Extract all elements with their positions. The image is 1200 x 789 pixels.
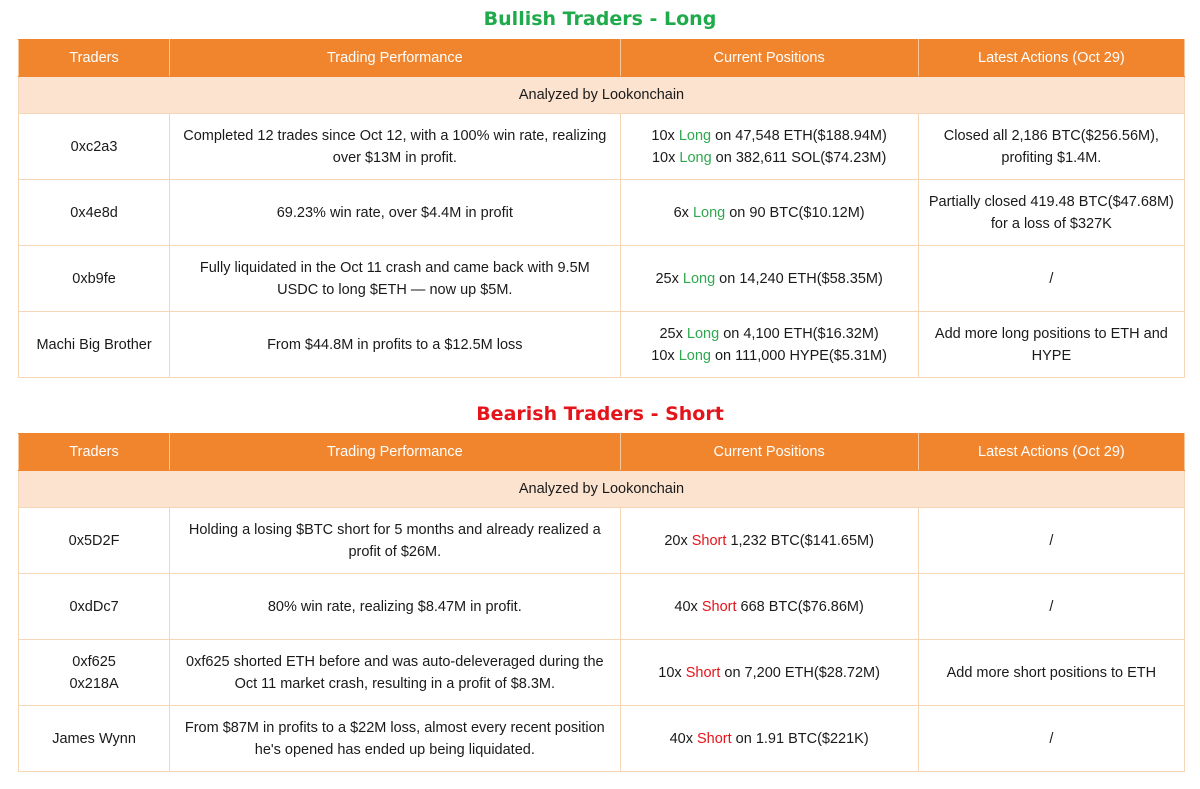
- position-line: [627, 530, 912, 552]
- position-size-text: on 7,200 ETH($28.72M): [720, 664, 880, 681]
- trader-name: Machi Big Brother: [36, 336, 152, 353]
- position-line: [627, 596, 912, 618]
- actions-cell: [918, 574, 1184, 640]
- position-line: [627, 147, 912, 169]
- trader-name: 0xc2a3: [70, 138, 118, 155]
- position-size-text: on 90 BTC($10.12M): [725, 204, 865, 221]
- action-text: /: [1049, 270, 1054, 287]
- short-label: Short: [691, 532, 727, 549]
- position-size-text: on 4,100 ETH($16.32M): [719, 325, 879, 342]
- table-row: [19, 180, 1185, 246]
- action-text: /: [1049, 730, 1054, 747]
- performance-cell: [170, 312, 620, 378]
- performance-text: profit of $26M.: [348, 543, 442, 560]
- actions-cell: [918, 640, 1184, 706]
- subheader-row: [19, 471, 1185, 508]
- analyzed-by-label: Analyzed by Lookonchain: [19, 77, 1185, 114]
- short-label: Short: [685, 664, 721, 681]
- table-row: [19, 706, 1185, 772]
- positions-cell: [620, 574, 918, 640]
- action-text: Partially closed 419.48 BTC($47.68M): [928, 193, 1174, 210]
- header-traders: Traders: [19, 40, 170, 77]
- performance-text: 80% win rate, realizing $8.47M in profit.: [267, 598, 522, 615]
- positions-cell: [620, 312, 918, 378]
- leverage-text: 10x: [651, 149, 680, 166]
- performance-text: Completed 12 trades since Oct 12, with a 100% win rate, realizing: [183, 127, 607, 144]
- actions-cell: [918, 312, 1184, 378]
- performance-text: he's opened has ended up being liquidated.: [254, 741, 535, 758]
- trader-cell: [19, 640, 170, 706]
- performance-cell: [170, 640, 620, 706]
- performance-cell: [170, 508, 620, 574]
- table-row: [19, 114, 1185, 180]
- performance-cell: [170, 574, 620, 640]
- short-label: Short: [701, 598, 737, 615]
- action-text: HYPE: [1031, 347, 1072, 364]
- action-text: profiting $1.4M.: [1001, 149, 1102, 166]
- positions-cell: [620, 246, 918, 312]
- leverage-text: 25x: [659, 325, 687, 342]
- bearish-traders-table: [18, 433, 1185, 772]
- table-row: [19, 246, 1185, 312]
- trader-name: 0x5D2F: [68, 532, 120, 549]
- long-label: Long: [686, 325, 720, 342]
- performance-cell: [170, 180, 620, 246]
- performance-text: Holding a losing $BTC short for 5 months and already realized a: [188, 521, 601, 538]
- position-line: [627, 728, 912, 750]
- trader-name: James Wynn: [52, 730, 136, 747]
- position-line: [627, 202, 912, 224]
- performance-text: From $87M in profits to a $22M loss, almost every recent position: [184, 719, 605, 736]
- header-latest-actions: Latest Actions (Oct 29): [918, 40, 1184, 77]
- leverage-text: 40x: [674, 598, 702, 615]
- position-line: [627, 662, 912, 684]
- actions-cell: [918, 114, 1184, 180]
- bearish-section-title: Bearish Traders - Short: [476, 403, 724, 425]
- header-trading-performance: Trading Performance: [170, 40, 620, 77]
- performance-cell: [170, 706, 620, 772]
- long-label: Long: [678, 347, 711, 364]
- table-row: [19, 640, 1185, 706]
- performance-text: Fully liquidated in the Oct 11 crash and came back with 9.5M: [199, 259, 590, 276]
- trader-name: 0xdDc7: [69, 598, 119, 615]
- position-size-text: 1,232 BTC($141.65M): [726, 532, 874, 549]
- position-size-text: on 47,548 ETH($188.94M): [711, 127, 887, 144]
- leverage-text: 10x: [651, 347, 679, 364]
- performance-text: USDC to long $ETH — now up $5M.: [277, 281, 513, 298]
- trader-cell: [19, 312, 170, 378]
- positions-cell: [620, 706, 918, 772]
- leverage-text: 10x: [658, 664, 686, 681]
- action-text: Add more long positions to ETH and: [934, 325, 1168, 342]
- header-row: [19, 434, 1185, 471]
- position-size-text: on 111,000 HYPE($5.31M): [710, 347, 887, 364]
- actions-cell: [918, 180, 1184, 246]
- trader-cell: [19, 180, 170, 246]
- performance-text: Oct 11 market crash, resulting in a profit of $8.3M.: [234, 675, 556, 692]
- actions-cell: [918, 508, 1184, 574]
- trader-cell: [19, 706, 170, 772]
- trader-cell: [19, 508, 170, 574]
- actions-cell: [918, 246, 1184, 312]
- position-line: [627, 268, 912, 290]
- trader-name: 0xf625: [72, 653, 116, 670]
- trader-cell: [19, 114, 170, 180]
- performance-cell: [170, 246, 620, 312]
- table-row: [19, 508, 1185, 574]
- leverage-text: 10x: [651, 127, 679, 144]
- position-size-text: on 14,240 ETH($58.35M): [715, 270, 883, 287]
- long-label: Long: [678, 127, 712, 144]
- positions-cell: [620, 114, 918, 180]
- long-label: Long: [679, 149, 712, 166]
- header-row: [19, 40, 1185, 77]
- trader-cell: [19, 246, 170, 312]
- performance-text: 69.23% win rate, over $4.4M in profit: [276, 204, 513, 221]
- bullish-traders-table: [18, 39, 1185, 378]
- header-current-positions: Current Positions: [620, 434, 918, 471]
- leverage-text: 40x: [669, 730, 697, 747]
- trader-name: 0x218A: [69, 675, 119, 692]
- performance-text: over $13M in profit.: [332, 149, 457, 166]
- table-row: [19, 574, 1185, 640]
- action-text: Add more short positions to ETH: [946, 664, 1157, 681]
- action-text: for a loss of $327K: [990, 215, 1112, 232]
- performance-text: 0xf625 shorted ETH before and was auto-deleveraged during the: [186, 653, 604, 670]
- leverage-text: 25x: [655, 270, 683, 287]
- analyzed-by-label: Analyzed by Lookonchain: [19, 471, 1185, 508]
- header-latest-actions: Latest Actions (Oct 29): [918, 434, 1184, 471]
- long-label: Long: [692, 204, 726, 221]
- bullish-section-title: Bullish Traders - Long: [483, 8, 717, 30]
- leverage-text: 6x: [673, 204, 693, 221]
- trader-name: 0xb9fe: [72, 270, 116, 287]
- action-text: Closed all 2,186 BTC($256.56M),: [943, 127, 1159, 144]
- positions-cell: [620, 640, 918, 706]
- position-line: [627, 323, 912, 345]
- actions-cell: [918, 706, 1184, 772]
- header-current-positions: Current Positions: [620, 40, 918, 77]
- position-size-text: 668 BTC($76.86M): [736, 598, 864, 615]
- header-traders: Traders: [19, 434, 170, 471]
- performance-cell: [170, 114, 620, 180]
- trader-cell: [19, 574, 170, 640]
- performance-text: From $44.8M in profits to a $12.5M loss: [267, 336, 523, 353]
- short-label: Short: [696, 730, 732, 747]
- leverage-text: 20x: [664, 532, 692, 549]
- action-text: /: [1049, 532, 1054, 549]
- table-row: [19, 312, 1185, 378]
- positions-cell: [620, 180, 918, 246]
- long-label: Long: [682, 270, 716, 287]
- position-line: [627, 125, 912, 147]
- positions-cell: [620, 508, 918, 574]
- subheader-row: [19, 77, 1185, 114]
- action-text: /: [1049, 598, 1054, 615]
- header-trading-performance: Trading Performance: [170, 434, 620, 471]
- trader-name: 0x4e8d: [70, 204, 118, 221]
- position-size-text: on 1.91 BTC($221K): [731, 730, 869, 747]
- position-line: [627, 345, 912, 367]
- position-size-text: on 382,611 SOL($74.23M): [711, 149, 887, 166]
